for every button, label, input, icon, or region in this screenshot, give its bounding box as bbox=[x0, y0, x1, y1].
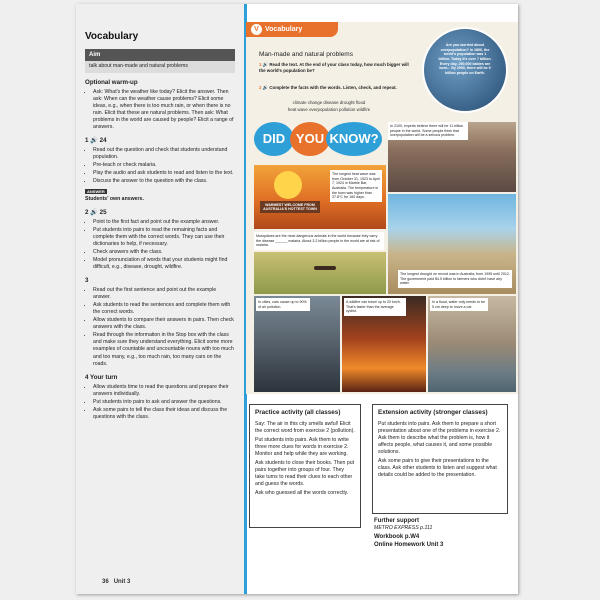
caption-heatwave: The longest heat wave was from October 31, 1923 to April 7, 1924 in Marble Bar, Australia. The temperature in the town was higher than 37.8°C for 160 days. bbox=[330, 170, 382, 202]
practice-item: Ask students to close their books. Then put pairs together into groups of four. They take turns to read their clues to each other and guess the words. bbox=[255, 459, 355, 487]
further-title: Further support bbox=[374, 518, 419, 524]
page-number: 36 bbox=[102, 579, 109, 585]
audio-icon: 🔊 bbox=[262, 62, 269, 67]
practice-title: Practice activity (all classes) bbox=[255, 409, 341, 416]
practice-item: Ask who guessed all the words correctly. bbox=[255, 489, 349, 496]
student-title: Man-made and natural problems bbox=[259, 51, 353, 58]
did-you-know-banner: DID YOU KNOW? bbox=[254, 122, 380, 162]
s2-item: • Check answers with the class. bbox=[93, 249, 235, 256]
s2-item: • Point to the first fact and point out the example answer. bbox=[93, 219, 235, 226]
aim-label: Aim bbox=[85, 49, 235, 61]
section-4-title: 4 Your turn bbox=[85, 373, 118, 381]
s1-item: • Pre-teach or check malaria. bbox=[93, 162, 235, 169]
section-tab: V Vocabulary bbox=[246, 22, 338, 37]
page-footer bbox=[102, 579, 130, 585]
answer-text: Students' own answers. bbox=[85, 195, 144, 202]
section-3-title: 3 bbox=[85, 277, 89, 284]
sun-icon bbox=[274, 171, 302, 199]
caption-overpopulation: In 2100, experts believe there will be 11 billion people in the world. Some people think that overpopulation will be a serious problem. bbox=[388, 122, 468, 140]
globe-image bbox=[422, 27, 508, 113]
section-2-title: 2 🔊 25 bbox=[85, 208, 107, 216]
practice-item: Say: The air in this city smells awful! Elicit the correct word from exercise 2 (pollution). bbox=[255, 420, 355, 434]
section-1-title: 1 🔊 24 bbox=[85, 137, 107, 145]
audio-icon: 🔊 bbox=[90, 137, 98, 145]
warmup-title: Optional warm-up bbox=[85, 78, 138, 86]
practice-activity-box bbox=[249, 404, 361, 528]
globe-text: Are you worried about overpopulation? In 1800, the world's population was 1 billion. Today it's over 7 billion. Every day, 250,000 babies are born... By 2050, there will be 9 billion people on Earth. bbox=[438, 43, 492, 76]
question-1: 1 🔊 Read the text. At the end of your class today, how much bigger will the world's population be? bbox=[259, 62, 409, 73]
page-title: Vocabulary bbox=[85, 31, 139, 42]
s3-item: • Read through the information in the Stop box with the class and make sure they understand everything. Elicit some more examples of countable and uncountable nouns with too much and too many, e.g., too much rain, too many cars on the roads. bbox=[93, 332, 235, 367]
question-2: 2 🔊 Complete the facts with the words. Listen, check, and repeat. bbox=[259, 85, 397, 90]
answer-badge: ANSWER bbox=[87, 188, 105, 194]
s4-item: • Allow students time to read the questions and prepare their answers individually. bbox=[93, 384, 235, 398]
unit-label: Unit 3 bbox=[113, 579, 131, 585]
audio-icon: 🔊 bbox=[90, 208, 98, 216]
audio-icon: 🔊 bbox=[262, 85, 269, 90]
extension-item: Put students into pairs. Ask them to prepare a short presentation about one of the problems in exercise 2. Ask them to describe what the problem is, how it affects people, what causes it, and some possible solutions. bbox=[378, 420, 501, 455]
further-line: METRO EXPRESS p.111 bbox=[374, 525, 433, 532]
caption-wildfire: A wildfire can travel up to 20 km/h. That's faster than the average cyclist. bbox=[344, 298, 406, 316]
book-page bbox=[76, 4, 518, 594]
caption-mosquito: Mosquitoes are the most dangerous animals in the world because they carry the disease ______ malaria. About 3.2 billion people in the world are at risk of malaria. bbox=[254, 232, 384, 250]
s3-item: • Allow students to compare their answers in pairs. Then check answers with the class. bbox=[93, 317, 235, 331]
further-support bbox=[374, 517, 514, 549]
extension-item: Ask some pairs to give their presentations to the class. Ask other students to listen and suggest what details could be added to the presentation. bbox=[378, 457, 497, 478]
caption-cities: In cities, cars cause up to 90% of air pollution. bbox=[256, 298, 310, 311]
practice-item: Put students into pairs. Ask them to write three more clues for words in exercise 2. Monitor and help while they are working. bbox=[255, 436, 349, 457]
tab-letter: V bbox=[251, 24, 262, 35]
word-box: climate change disease drought flood heat wave overpopulation pollution wildfire bbox=[287, 100, 371, 112]
s2-item: • Model pronunciation of words that your students might find difficult, e.g., disease, drought, wildfire. bbox=[93, 257, 235, 271]
caption-flood: In a flood, water only needs to be 5 cm deep to move a car. bbox=[430, 298, 488, 311]
further-line: Online Homework Unit 3 bbox=[374, 542, 444, 549]
s1-item: • Read out the question and check that students understand population. bbox=[93, 147, 235, 161]
extension-title: Extension activity (stronger classes) bbox=[378, 409, 488, 416]
extension-activity-box bbox=[372, 404, 508, 514]
s1-item: • Play the audio and ask students to read and listen to the text. bbox=[93, 170, 235, 177]
s4-item: • Ask some pairs to tell the class their ideas and discuss the questions with the class. bbox=[93, 407, 235, 421]
aim-text: talk about man-made and natural problems bbox=[85, 61, 235, 73]
caption-drought: The longest drought on record was in Australia, from 1995 until 2012. The government paid $4.5 billion to farmers who didn't have any water. bbox=[398, 270, 512, 288]
s4-item: • Put students into pairs to ask and answer the questions. bbox=[93, 399, 235, 406]
mosquito-icon bbox=[314, 266, 336, 270]
town-sign: WARMEST WELCOME FROM AUSTRALIA'S HOTTEST TOWN bbox=[260, 201, 320, 213]
student-page bbox=[246, 22, 518, 394]
s3-item: • Ask students to read the sentences and complete them with the correct words. bbox=[93, 302, 235, 316]
further-line: Workbook p.W4 bbox=[374, 533, 420, 540]
s3-item: • Read out the first sentence and point out the example answer. bbox=[93, 287, 235, 301]
mosquito-photo bbox=[254, 252, 386, 294]
s1-item: • Discuss the answer to the question with the class. bbox=[93, 178, 235, 185]
warmup-item: • Ask: What's the weather like today? Elicit the answer. Then ask: When can the weather cause problems? Elicit some ideas, e.g., when there is too much rain, or when there is no rain. Elicit that these are natural problems. Then ask: What problems in the world are caused by people? Elicit a range of answers. bbox=[93, 89, 235, 131]
teacher-notes bbox=[85, 30, 235, 422]
s2-item: • Put students into pairs to read the remaining facts and complete them with the correct words. They can use their dictionaries to help, if necessary. bbox=[93, 227, 235, 248]
